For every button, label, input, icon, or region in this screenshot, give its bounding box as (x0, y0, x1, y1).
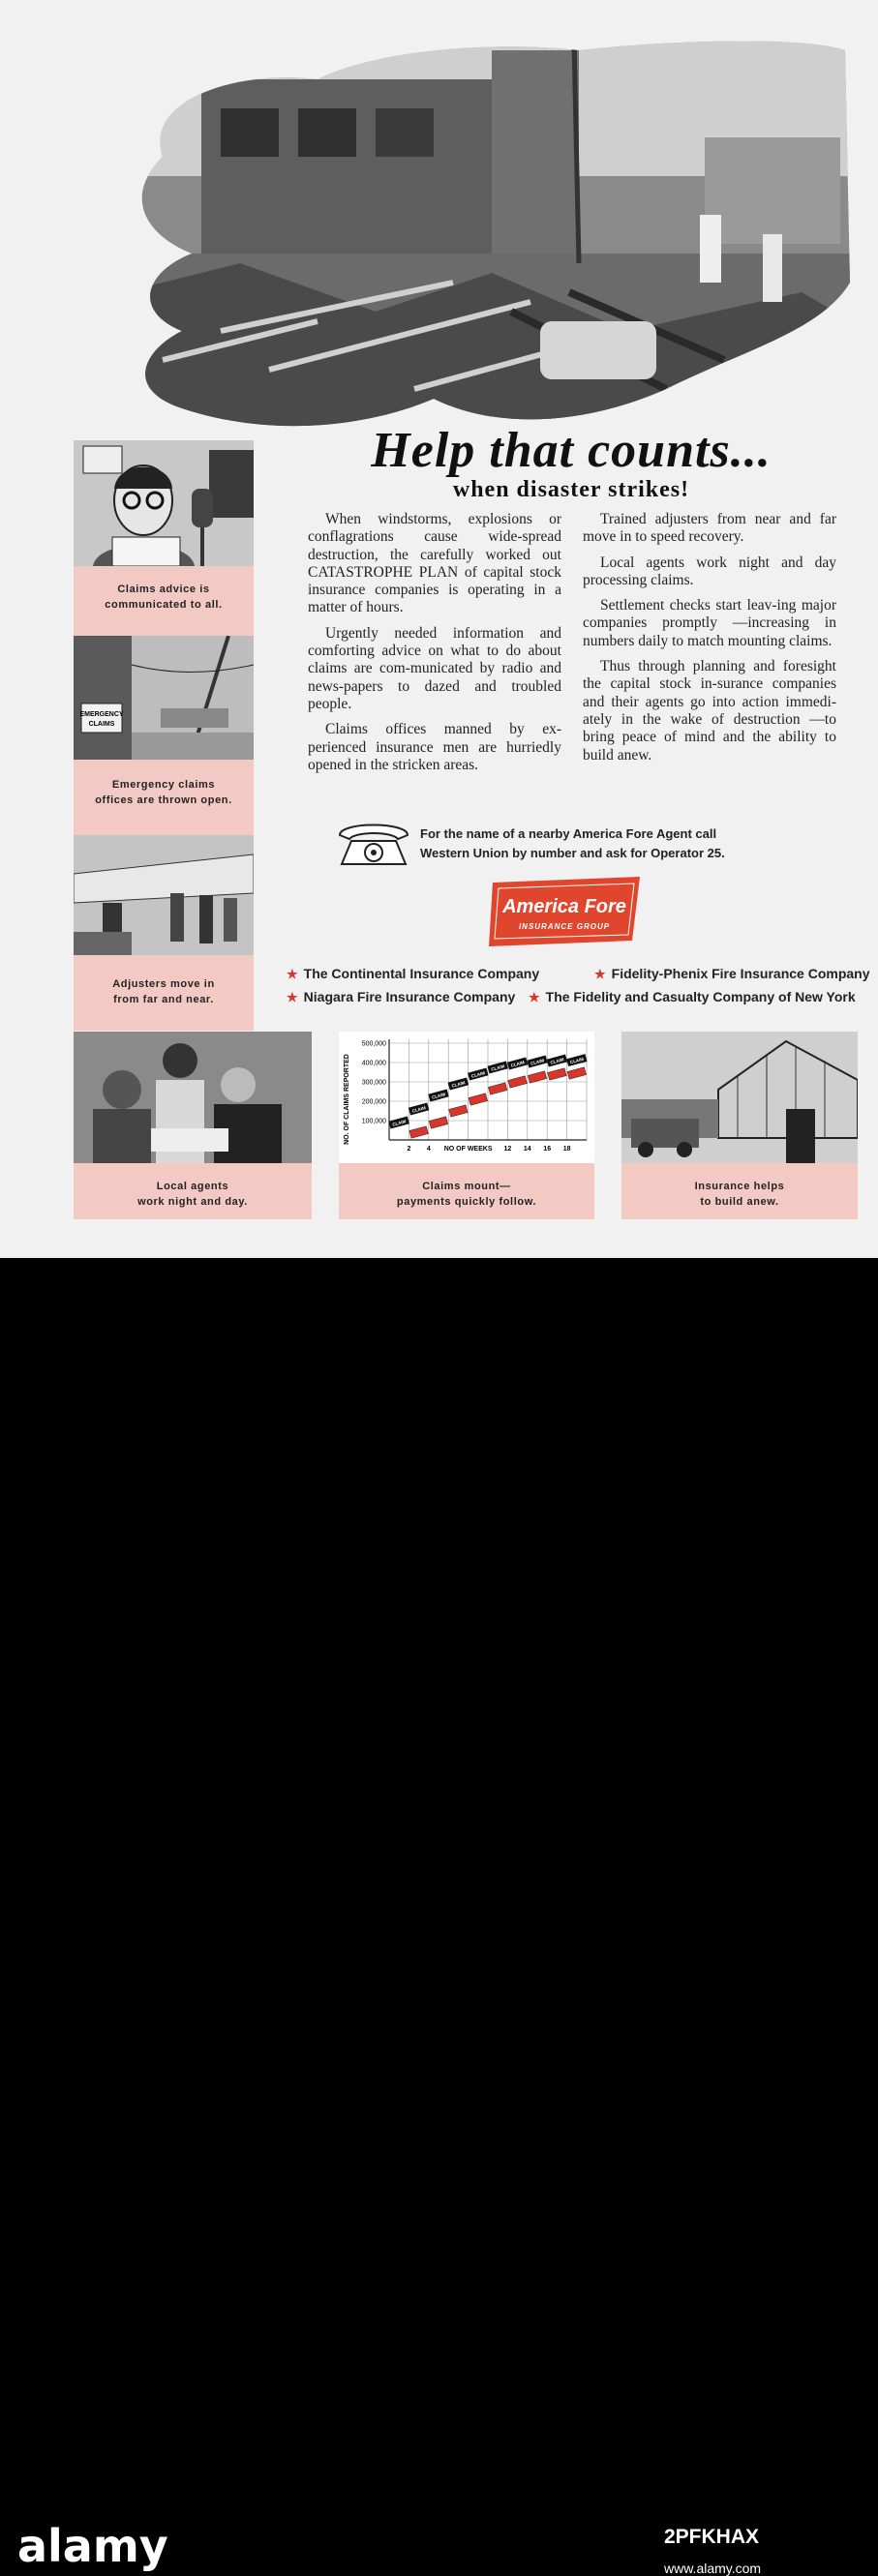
chart-y-tick-label: 500,000 (361, 1040, 386, 1048)
watermark-url: www.alamy.com (664, 2561, 762, 2576)
chart-claim-label: CLAIM (490, 1063, 505, 1072)
chart-x-axis-label: NO OF WEEKS (443, 1146, 493, 1153)
watermark-brand: alamy (17, 2520, 168, 2572)
chart-claim-label: CLAIM (550, 1057, 565, 1065)
disaster-street-photo (124, 41, 852, 433)
panel-emergency-offices (74, 636, 254, 835)
panel-caption: Claims mount— payments quickly follow. (396, 1181, 537, 1208)
telephone-icon (334, 818, 413, 868)
chart-y-tick-label: 200,000 (361, 1098, 386, 1106)
watermark-image-id: 2PFKHAX (664, 2526, 760, 2548)
chart-claim-label: CLAIM (451, 1080, 467, 1089)
chart-claim-label: CLAIM (391, 1119, 407, 1127)
chart-y-tick-label: 300,000 (361, 1079, 386, 1087)
panel-claims-chart (339, 1032, 594, 1219)
house-construction-illustration (621, 1032, 858, 1163)
panel-claims-advice (74, 440, 254, 636)
headline: Help that counts... (371, 423, 772, 478)
chart-claim-label: CLAIM (411, 1105, 427, 1114)
company-name: ★ Fidelity-Phenix Fire Insurance Company (594, 966, 870, 981)
america-fore-logo (489, 877, 640, 946)
chart-y-axis-label: NO. OF CLAIMS REPORTED (344, 1054, 350, 1145)
star-icon: ★ (594, 967, 606, 981)
logo-tagline: INSURANCE GROUP (518, 922, 611, 931)
body-paragraph: Local agents work night and day processing claims. (583, 554, 836, 588)
local-agents-illustration (74, 1032, 312, 1163)
panel-caption: Emergency claims offices are thrown open. (95, 779, 232, 806)
agent-call-text: For the name of a nearby America Fore Agent call Western Union by number and ask for Operator 25. (420, 826, 725, 860)
chart-claim-label: CLAIM (470, 1070, 486, 1079)
sign-text: CLAIMS (88, 721, 115, 728)
chart-y-tick-label: 400,000 (361, 1060, 386, 1067)
body-paragraph: Claims offices manned by ex-perienced insurance men are hurriedly opened in the stricken areas. (308, 721, 561, 773)
company-name: ★ The Fidelity and Casualty Company of New York (529, 989, 856, 1004)
star-icon: ★ (529, 990, 540, 1004)
chart-claim-label: CLAIM (530, 1058, 545, 1066)
chart-x-tick-label: 4 (426, 1146, 431, 1153)
body-column-left (308, 511, 561, 782)
panel-adjusters (74, 835, 254, 1031)
company-name: ★ Niagara Fire Insurance Company (287, 989, 516, 1004)
panel-caption: Insurance helps to build anew. (694, 1181, 785, 1208)
body-paragraph: Urgently needed information and comforting advice on what to do about claims are com-municated by radio and news-papers to dazed and troubled people. (308, 624, 561, 712)
chart-x-tick-label: 14 (523, 1146, 531, 1153)
body-column-right (583, 511, 836, 772)
logo-name: America Fore (502, 896, 626, 917)
panel-caption: Claims advice is communicated to all. (105, 584, 223, 611)
panel-build-anew (621, 1032, 858, 1219)
star-icon: ★ (287, 967, 298, 981)
panel-local-agents (74, 1032, 312, 1219)
chart-claim-label: CLAIM (569, 1056, 585, 1065)
radio-announcer-illustration (74, 440, 254, 566)
emergency-office-illustration (74, 636, 254, 760)
body-paragraph: Settlement checks start leav-ing major companies promptly —increasing in numbers daily to match mounting claims. (583, 597, 836, 649)
chart-claim-label: CLAIM (510, 1060, 526, 1068)
claims-chart (339, 1032, 594, 1163)
subheadline: when disaster strikes! (452, 477, 690, 502)
panel-caption: Local agents work night and day. (137, 1181, 248, 1208)
chart-x-tick-label: 16 (543, 1146, 552, 1153)
body-paragraph: When windstorms, explosions or conflagrations cause wide-spread destruction, the carefully worked out CATASTROPHE PLAN of capital stock insurance companies is operating in a matter of hours. (308, 511, 561, 616)
adjusters-airplane-illustration (74, 835, 254, 955)
advertisement-page (0, 0, 878, 1258)
body-paragraph: Thus through planning and foresight the capital stock in-surance companies and their agents go into action immedi-ately in the wake of destruction —to bring peace of mind and the ability to build anew. (583, 658, 836, 764)
star-icon: ★ (287, 990, 298, 1004)
chart-x-tick-label: 18 (562, 1146, 571, 1153)
chart-claim-label: CLAIM (431, 1092, 446, 1100)
panel-caption: Adjusters move in from far and near. (112, 978, 215, 1005)
company-name: ★ The Continental Insurance Company (287, 966, 540, 981)
stock-watermark-bar (0, 1258, 878, 2576)
chart-x-tick-label: 12 (503, 1146, 512, 1153)
chart-y-tick-label: 100,000 (361, 1118, 386, 1125)
sign-text: EMERGENCY (79, 711, 124, 718)
chart-x-tick-label: 2 (407, 1146, 411, 1153)
body-paragraph: Trained adjusters from near and far move in to speed recovery. (583, 511, 836, 546)
